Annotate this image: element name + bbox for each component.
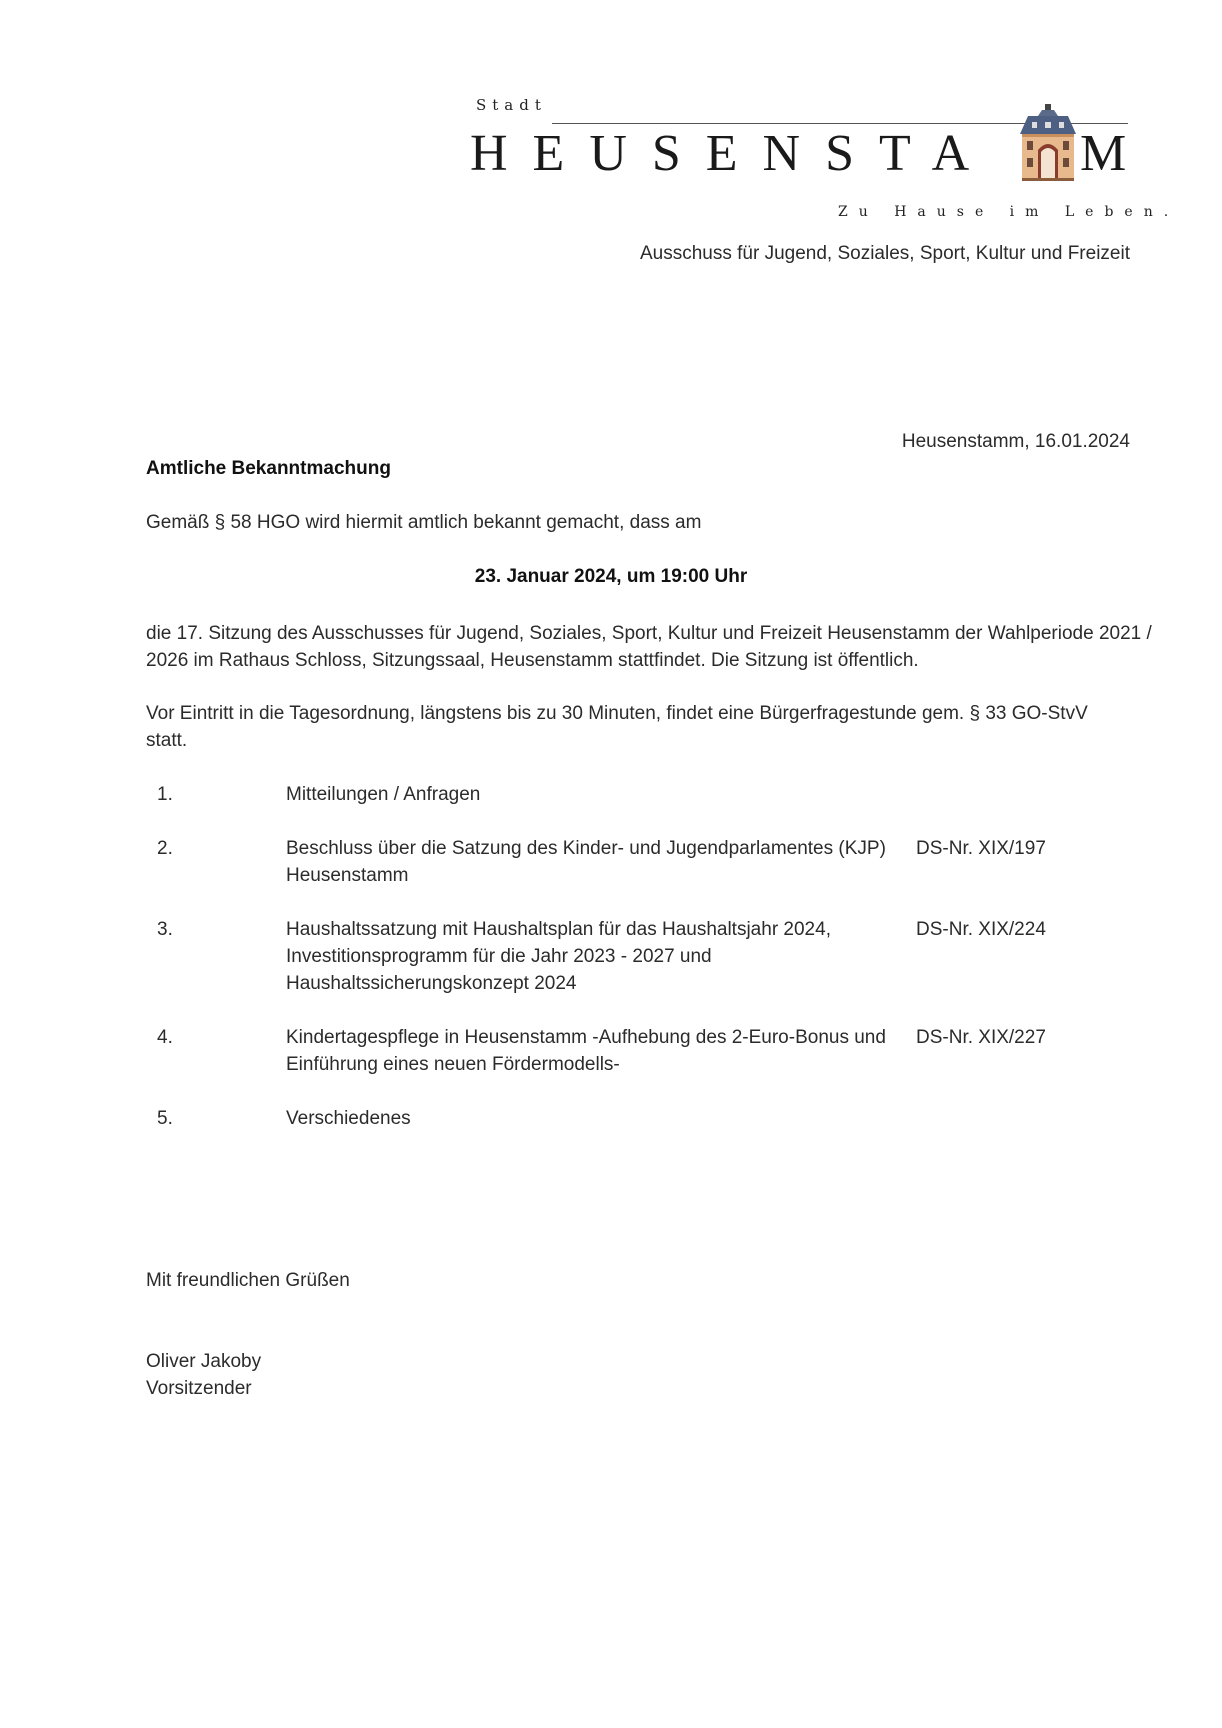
agenda-item-ds-number: DS-Nr. XIX/197 [916,838,1046,859]
agenda-item-title-line: Einführung eines neuen Fördermodells- [286,1054,620,1075]
agenda-item-number: 3. [157,919,173,940]
city-logo [470,96,1180,226]
logo-stadt-text: Stadt [476,96,547,114]
agenda-item-title [286,781,906,808]
agenda-item-title-line: Haushaltssatzung mit Haushaltsplan für das Haushaltsjahr 2024, [286,919,831,940]
logo-city-name-end: M [1080,125,1127,182]
committee-name: Ausschuss für Jugend, Soziales, Sport, Kultur und Freizeit [639,243,1130,264]
meeting-paragraph [146,620,1152,674]
agenda-item-title-line: Investitionsprogramm für die Jahr 2023 - 2027 und [286,946,712,967]
agenda-item-title-line: Haushaltssicherungskonzept 2024 [286,973,577,994]
signer-role: Vorsitzender [146,1378,252,1399]
closing-greeting: Mit freundlichen Grüßen [146,1270,350,1291]
agenda-item-number: 4. [157,1027,173,1048]
agenda-item-title-line: Heusenstamm [286,865,409,886]
agenda-item-title [286,835,906,889]
meeting-date: 23. Januar 2024, um 19:00 Uhr [474,566,748,587]
public-questions-paragraph: Vor Eintritt in die Tagesordnung, längstens bis zu 30 Minuten, findet eine Bürgerfragestunde gem. § 33 GO-StvV statt. [146,703,1088,751]
agenda-item-title-line: Mitteilungen / Anfragen [286,784,481,805]
castle-icon [1018,104,1078,184]
agenda-item-title-line: Verschiedenes [286,1108,411,1129]
agenda-item-title [286,1105,906,1132]
agenda-item-number: 1. [157,784,173,805]
meeting-paragraph-line: 2026 im Rathaus Schloss, Sitzungssaal, Heusenstamm stattfindet. Die Sitzung ist öffentlich. [146,650,919,671]
agenda-item-number: 2. [157,838,173,859]
signer-name: Oliver Jakoby [146,1351,262,1372]
place-date: Heusenstamm, 16.01.2024 [901,431,1130,452]
agenda-item-ds-number: DS-Nr. XIX/224 [916,919,1046,940]
agenda-item-title [286,1024,906,1078]
intro-text: Gemäß § 58 HGO wird hiermit amtlich bekannt gemacht, dass am [146,512,702,533]
agenda-item-title-line: Beschluss über die Satzung des Kinder- und Jugendparlamentes (KJP) [286,838,886,859]
agenda-item-ds-number: DS-Nr. XIX/227 [916,1027,1046,1048]
agenda-item-title [286,916,906,997]
logo-city-name: HEUSENSTA [470,125,995,182]
logo-slogan: Zu Hause im Leben. [838,204,1180,220]
notice-heading: Amtliche Bekanntmachung [146,458,391,479]
meeting-paragraph-line: die 17. Sitzung des Ausschusses für Jugend, Soziales, Sport, Kultur und Freizeit Heusenstamm der Wahlperiode 2021 / [146,623,1152,644]
agenda-item-number: 5. [157,1108,173,1129]
agenda-item-title-line: Kindertagespflege in Heusenstamm -Aufhebung des 2-Euro-Bonus und [286,1027,886,1048]
